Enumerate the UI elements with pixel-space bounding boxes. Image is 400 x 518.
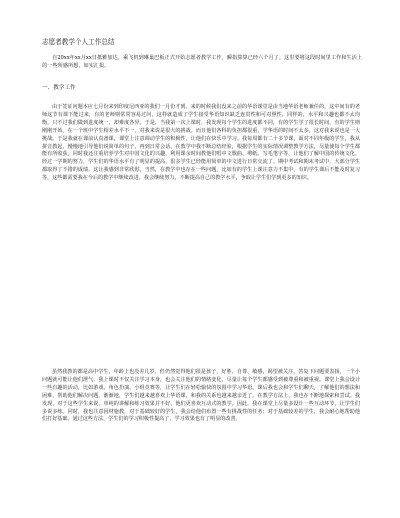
- document-title: 志愿者教学个人工作总结: [42, 38, 115, 46]
- body-paragraph: 由于签证问题本应七月份来到印度尼西亚的我们一月份才到。来的时候我们没来之前的华语课堂是由当地华语老师兼任的，这中间有的老师这节有课下能过来，有的老师则常常容易过问，这样就造成了学生接受华语知识缺乏连贯性和可对照性，同样的，水平和兴趣也都不太均衡，只不过我们做到进度统一，却难度各异。于是，当我第一次上课时，我发现每个学生的进度都不同，有的学生学了很长时间，有的学生则刚刚开始。在一个班中学生相差水平不一，对我来说是很大的挑战。而且他们各科的负担都很重，学华语的时间不太多，这对我来说也是一大挑战。于是我就在课前认真备课，课堂上注意调动学生的积极性，让他们在快乐中学习。我每周都有二十多节课，面对不同年级的学生，我从拼音教起，慢慢地引导他们说简单的句子，再到日常会话。在教学中我不断总结经验，根据学生的实际情况调整教学方法，尽量使每个学生都能有所收获。同时我还注重培养学生对中国文化的兴趣，利用课余时间教他们唱中文歌曲、剪纸、写毛笔字等，让他们了解中国的传统文化。经过一学期的努力，学生们的华语水平有了明显的提高，很多学生已经能用简单的中文进行日常交流了。期中考试和期末考试中，大部分学生都取得了不错的成绩，这让我感到非常欣慰。当然，在教学中也存在一些问题，比如有的学生上课注意力不集中，有的学生课后不能及时复习等，这些都需要我在今后的教学中继续改进。我会继续努力，不断提高自己的教学水平，争取让学生们学到更多的知识。: [42, 104, 360, 182]
- section-heading: 一、教学工作: [42, 85, 76, 91]
- body-paragraph: 虽然我教的都是高中学生，年龄上也没差几岁，但仍然觉得他们很是孩子，好胜、自尊、敏感，渴望被关注，答复下问题要表扬，一个小问题就可能让他们泄气。我上课时不仅关注学习本身，也会关注他们的情绪变化，尽量让每个学生都感受到被尊重和被重视。课堂上我会设计一些有趣的活动，比如游戏、角色扮演、小组竞赛等，让学生们在轻松愉快的氛围中学习华语。课后我也会和学生们聊天，了解他们的想法和困难，帮助他们解决问题。渐渐地，学生们越来越喜欢上华语课，和我的关系也越来越亲近了。在教学方法上，我也在不断地探索和尝试。我发现，对于这些学生来说，单纯的讲解和练习效果并不好，他们更喜欢互动式的教学。因此，我在课堂上尽量多设计一些互动环节，让学生们多说多练。同时，我也注意因材施教，对于基础较好的学生，我会给他们布置一些有挑战性的任务；对于基础较差的学生，我会耐心地帮助他们打好基础。通过这些方法，学生们的学习积极性提高了，学习效果也有了明显的改善。: [42, 369, 360, 423]
- intro-paragraph: 自20xx年xx月xx日抵雅加达，乘飞机到琳巢巴板正式开始志愿者教学工作，瞬指算算已经六个月了。这里要将这段时间里工作和生活上的一些所感所想，如实汇报。: [42, 55, 362, 70]
